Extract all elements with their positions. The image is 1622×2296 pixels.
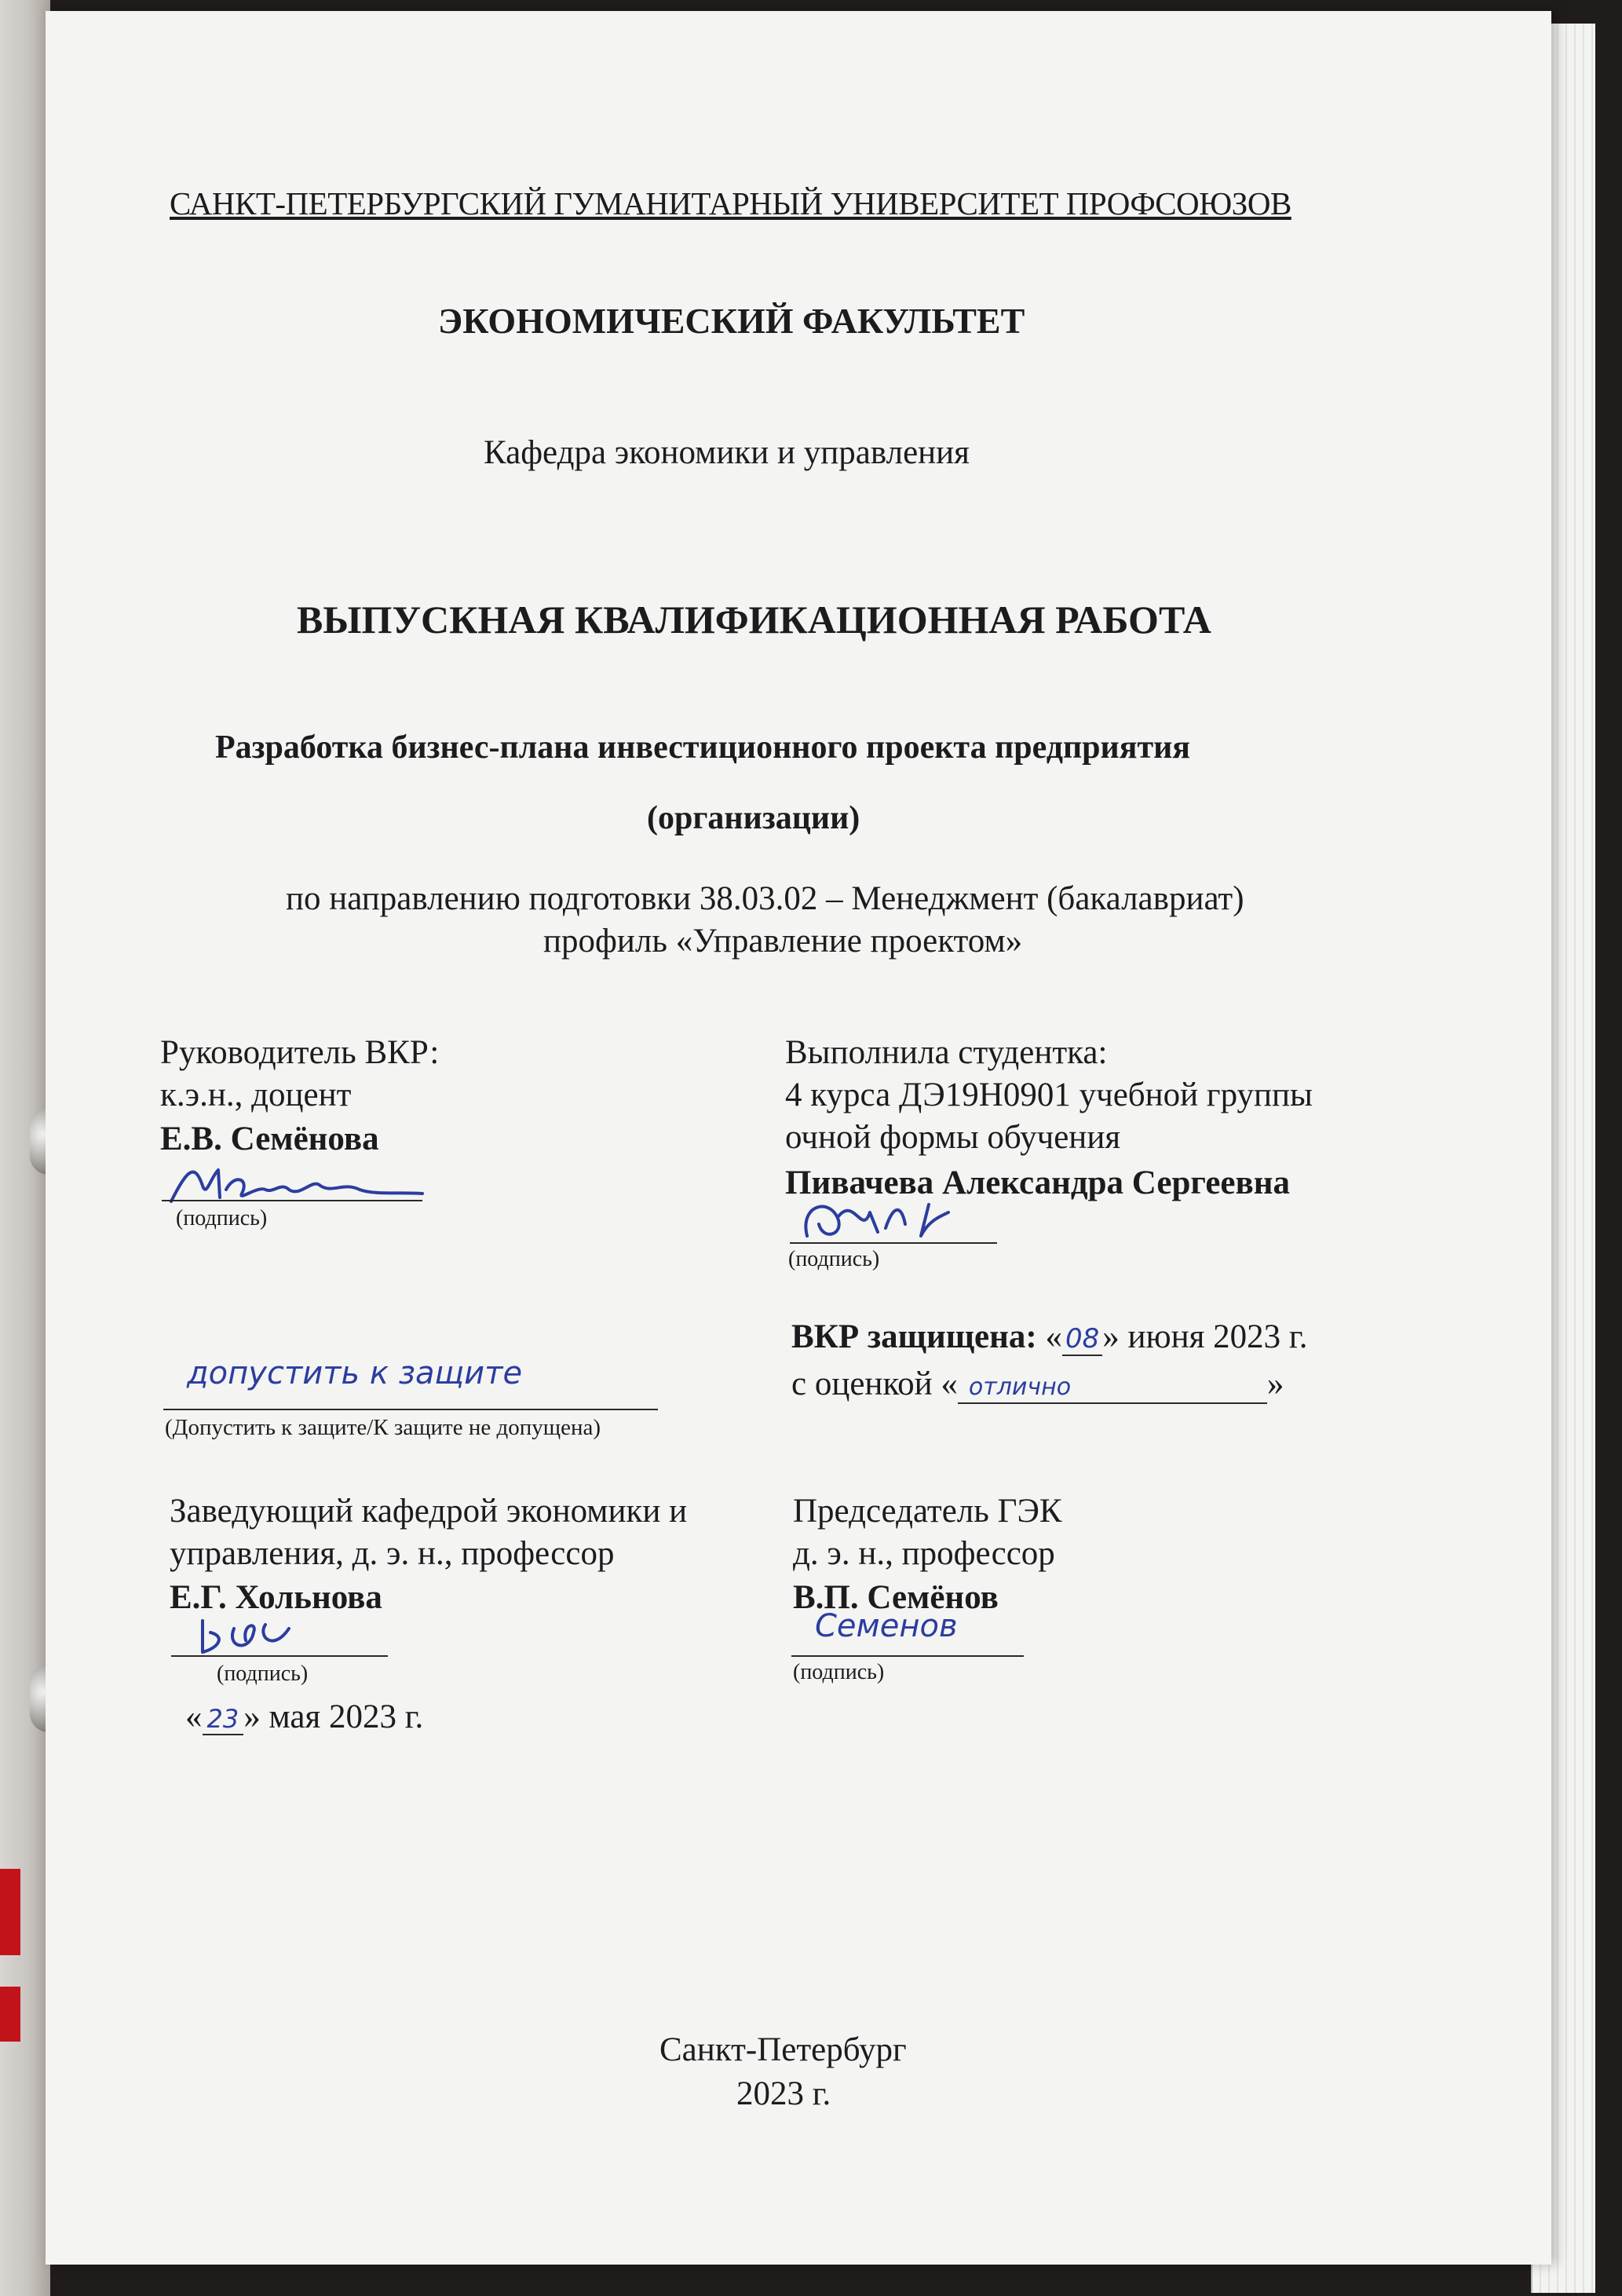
grade-prefix: с оценкой «: [791, 1366, 958, 1402]
student-form: очной формы обучения: [785, 1119, 1121, 1156]
supervisor-degree: к.э.н., доцент: [160, 1077, 352, 1113]
defense-quote: «: [1036, 1318, 1062, 1355]
red-tab: [0, 1987, 20, 2042]
supervisor-name: Е.В. Семёнова: [160, 1121, 379, 1157]
head-of-dept-name: Е.Г. Хольнова: [170, 1579, 382, 1616]
student-sign-caption: (подпись): [788, 1247, 880, 1271]
student-name: Пивачева Александра Сергеевна: [785, 1164, 1291, 1201]
department-name: Кафедра экономики и управления: [484, 434, 970, 471]
admission-caption: (Допустить к защите/К защите не допущена): [165, 1415, 601, 1440]
gek-chair-degree: д. э. н., профессор: [793, 1535, 1055, 1572]
direction-line: по направлению подготовки 38.03.02 – Менеджмент (бакалавриат): [286, 880, 1244, 917]
supervisor-heading: Руководитель ВКР:: [160, 1034, 440, 1071]
gek-chair-sign-line: [791, 1655, 1024, 1657]
admission-handwritten: допустить к защите: [187, 1355, 523, 1391]
topic-line-2: (организации): [647, 800, 860, 836]
profile-line: профиль «Управление проектом»: [543, 923, 1023, 960]
gek-chair-handwritten-signature: Семенов: [815, 1608, 958, 1644]
gek-chair-sign-caption: (подпись): [793, 1660, 885, 1684]
topic-line-1: Разработка бизнес-плана инвестиционного проекта предприятия: [215, 729, 1190, 766]
defense-label: ВКР защищена:: [791, 1318, 1037, 1355]
year: 2023 г.: [736, 2075, 831, 2112]
admission-line: [163, 1409, 658, 1410]
grade-suffix: »: [1266, 1366, 1284, 1402]
supervisor-sign-caption: (подпись): [176, 1206, 268, 1230]
grade-value: отлично: [958, 1373, 1267, 1404]
approval-date-rest: » мая 2023 г.: [243, 1698, 424, 1735]
binder-edge: [0, 0, 50, 2296]
city: Санкт-Петербург: [659, 2031, 907, 2068]
supervisor-sign-line: [162, 1200, 422, 1201]
head-of-dept-line1: Заведующий кафедрой экономики и: [170, 1493, 688, 1530]
faculty-name: ЭКОНОМИЧЕСКИЙ ФАКУЛЬТЕТ: [438, 301, 1025, 341]
student-heading: Выполнила студентка:: [785, 1034, 1108, 1071]
defense-day: 08: [1062, 1323, 1102, 1356]
head-of-dept-sign-line: [171, 1655, 388, 1657]
head-of-dept-line2: управления, д. э. н., профессор: [170, 1535, 615, 1572]
work-type-title: ВЫПУСКНАЯ КВАЛИФИКАЦИОННАЯ РАБОТА: [297, 598, 1211, 642]
title-page: [46, 11, 1551, 2265]
approval-date-day: 23: [203, 1704, 244, 1735]
approval-date-open: «: [185, 1698, 203, 1735]
head-of-dept-sign-caption: (подпись): [217, 1662, 309, 1686]
university-name: САНКТ-ПЕТЕРБУРГСКИЙ ГУМАНИТАРНЫЙ УНИВЕРСИТЕТ ПРОФСОЮЗОВ: [170, 185, 1291, 221]
gek-chair-name: В.П. Семёнов: [793, 1579, 999, 1616]
student-course: 4 курса ДЭ19Н0901 учебной группы: [785, 1077, 1313, 1113]
gek-chair-title: Председатель ГЭК: [793, 1493, 1062, 1530]
red-tab: [0, 1869, 20, 1955]
defense-date-rest: » июня 2023 г.: [1102, 1318, 1308, 1355]
head-of-dept-signature: [179, 1605, 336, 1668]
student-sign-line: [790, 1242, 997, 1244]
